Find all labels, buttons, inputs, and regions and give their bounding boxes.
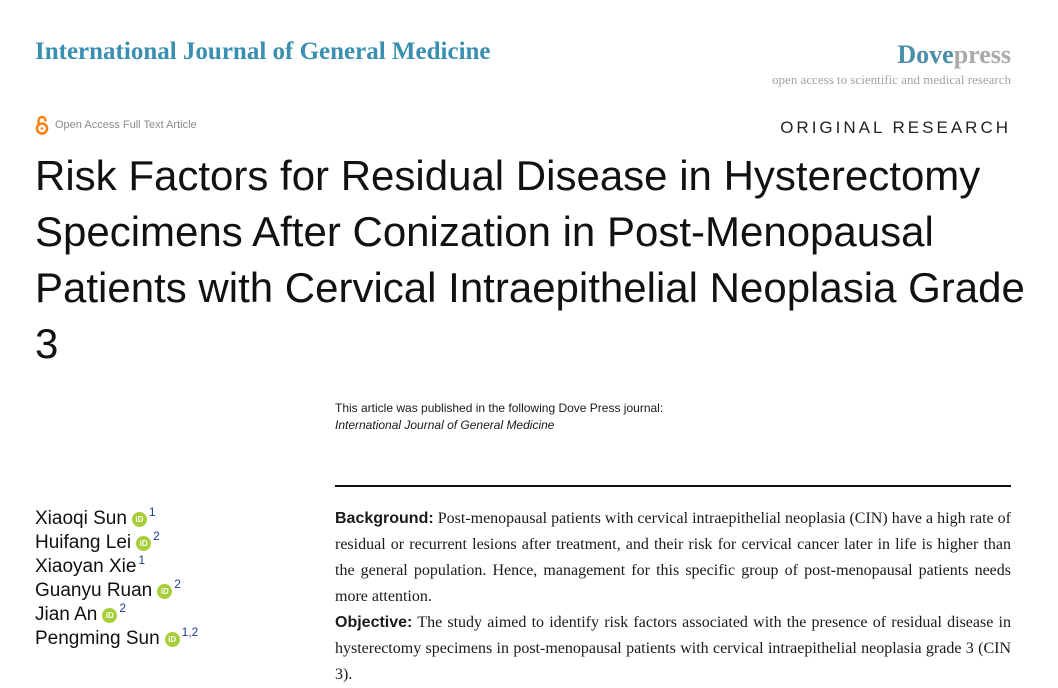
- affiliation-mark: 2: [153, 529, 160, 543]
- abstract-objective: [335, 610, 1011, 688]
- article-title: Risk Factors for Residual Disease in Hysterectomy Specimens After Conization in Post-Menopausal Patients with Cervical Intraepithelial Neoplasia Grade 3: [35, 152, 1025, 367]
- author-item: [35, 507, 198, 531]
- orcid-icon[interactable]: iD: [165, 632, 180, 647]
- article-category: ORIGINAL RESEARCH: [780, 118, 1011, 137]
- publisher-tagline: open access to scientific and medical research: [772, 72, 1011, 87]
- author-list: [35, 507, 198, 651]
- background-label: Background:: [335, 510, 434, 527]
- orcid-icon[interactable]: iD: [157, 584, 172, 599]
- author-item: [35, 627, 198, 651]
- author-item: [35, 579, 198, 603]
- journal-name: International Journal of General Medicine: [35, 38, 491, 65]
- abstract-divider: [335, 485, 1011, 487]
- background-text: Post-menopausal patients with cervical intraepithelial neoplasia (CIN) have a high rate of residual or recurrent lesions after treatment, and their risk for cervical cancer later in life is higher than the general population. Hence, management for this specific group of post-menopausal patients needs more attention.: [335, 510, 1012, 605]
- author-name[interactable]: Huifang Lei: [35, 532, 132, 553]
- publication-note-journal: International Journal of General Medicine: [335, 418, 555, 432]
- affiliation-mark: 2: [174, 577, 181, 591]
- publication-note-text: This article was published in the following Dove Press journal:: [335, 401, 664, 415]
- author-name[interactable]: Jian An: [35, 604, 98, 625]
- publisher-logo-dove: Dove: [897, 40, 954, 69]
- affiliation-mark: 1: [148, 505, 156, 519]
- open-access-label: Open Access Full Text Article: [55, 119, 197, 131]
- author-name[interactable]: Xiaoyan Xie: [35, 556, 137, 577]
- author-name[interactable]: Pengming Sun: [35, 628, 160, 649]
- orcid-icon[interactable]: iD: [136, 536, 151, 551]
- abstract-background: [335, 506, 1011, 610]
- author-name[interactable]: Xiaoqi Sun: [35, 508, 127, 529]
- objective-label: Objective:: [335, 614, 413, 631]
- affiliation-mark: 2: [119, 601, 127, 615]
- publisher-brand: [772, 40, 1011, 88]
- publisher-logo-press: press: [953, 40, 1011, 69]
- open-access-badge: [35, 115, 197, 135]
- publisher-logo: [897, 40, 1011, 69]
- affiliation-mark: 1: [138, 553, 146, 567]
- abstract: [335, 506, 1011, 688]
- open-access-lock-icon: [35, 115, 49, 135]
- publication-note: [335, 400, 663, 434]
- affiliation-mark: 1,2: [181, 625, 199, 639]
- objective-text: The study aimed to identify risk factors associated with the presence of residual disease in hysterectomy specimens in post-menopausal patients with cervical intraepithelial neoplasia grade 3 (CIN 3).: [335, 614, 1011, 683]
- author-name[interactable]: Guanyu Ruan: [35, 580, 153, 601]
- author-item: [35, 603, 198, 627]
- orcid-icon[interactable]: iD: [132, 512, 147, 527]
- author-item: [35, 531, 198, 555]
- orcid-icon[interactable]: iD: [102, 608, 117, 623]
